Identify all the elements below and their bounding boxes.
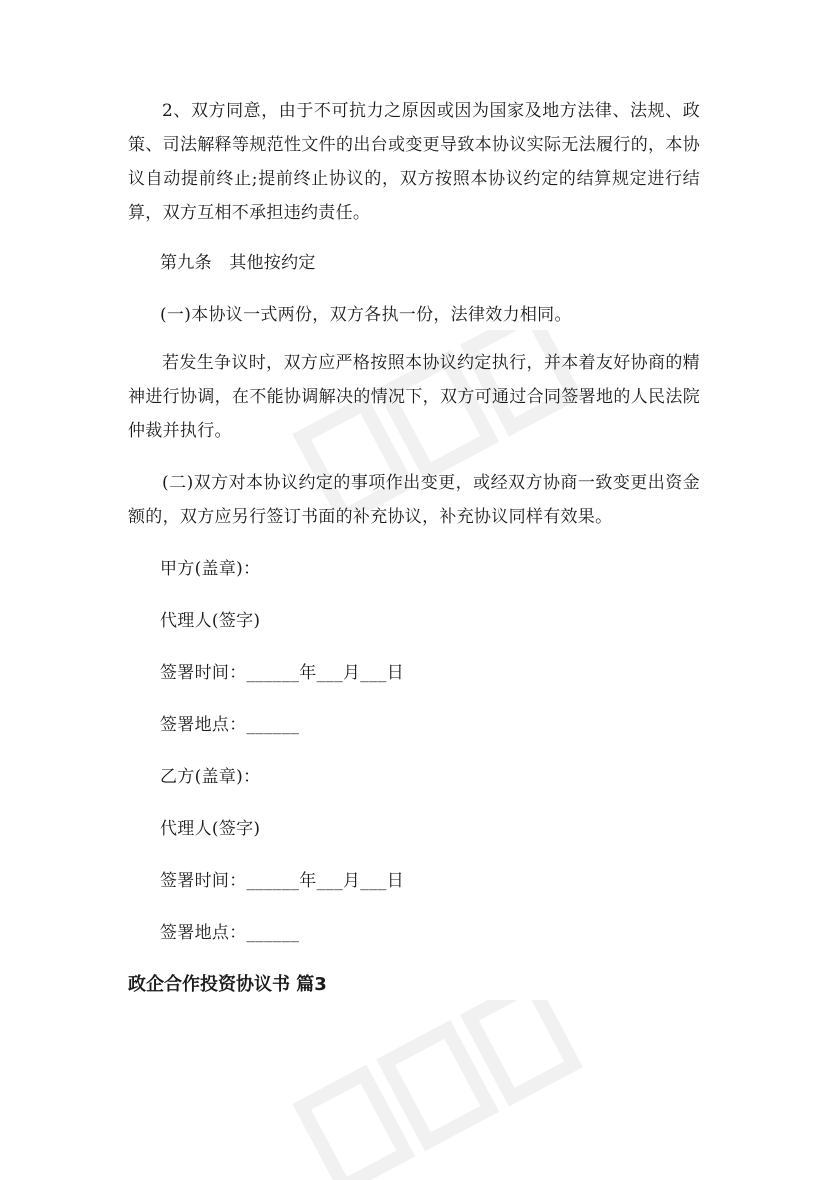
party-a-date: 签署时间：______年___月___日: [160, 663, 404, 683]
article-9-title: 第九条 其他按约定: [160, 253, 316, 273]
article-9-item-1: (一)本协议一式两份，双方各执一份，法律效力相同。: [160, 305, 572, 325]
party-a-agent: 代理人(签字): [160, 611, 261, 631]
party-a-place: 签署地点：______: [160, 715, 300, 735]
article-9-item-2: (二)双方对本协议约定的事项作出变更，或经双方协商一致变更出资金额的，双方应另行签订书面的补充协议，补充协议同样有效果。: [128, 473, 700, 527]
next-section-title: 政企合作投资协议书 篇3: [128, 974, 327, 995]
dispute-clause: 若发生争议时，双方应严格按照本协议约定执行，并本着友好协商的精神进行协调，在不能协调解决的情况下，双方可通过合同签署地的人民法院仲裁并执行。: [128, 353, 700, 441]
party-b-agent: 代理人(签字): [160, 819, 261, 839]
party-b-place: 签署地点：______: [160, 923, 300, 943]
party-b-date: 签署时间：______年___月___日: [160, 871, 404, 891]
clause-8-item-2: 2、双方同意，由于不可抗力之原因或因为国家及地方法律、法规、政策、司法解释等规范性文件的出台或变更导致本协议实际无法履行的，本协议自动提前终止;提前终止协议的，双方按照本协议约定的结算规定进行结算，双方互相不承担违约责任。: [128, 101, 700, 223]
watermark-icon: [290, 1000, 590, 1180]
party-b-seal: 乙方(盖章)：: [160, 767, 261, 787]
party-a-seal: 甲方(盖章)：: [160, 559, 261, 579]
